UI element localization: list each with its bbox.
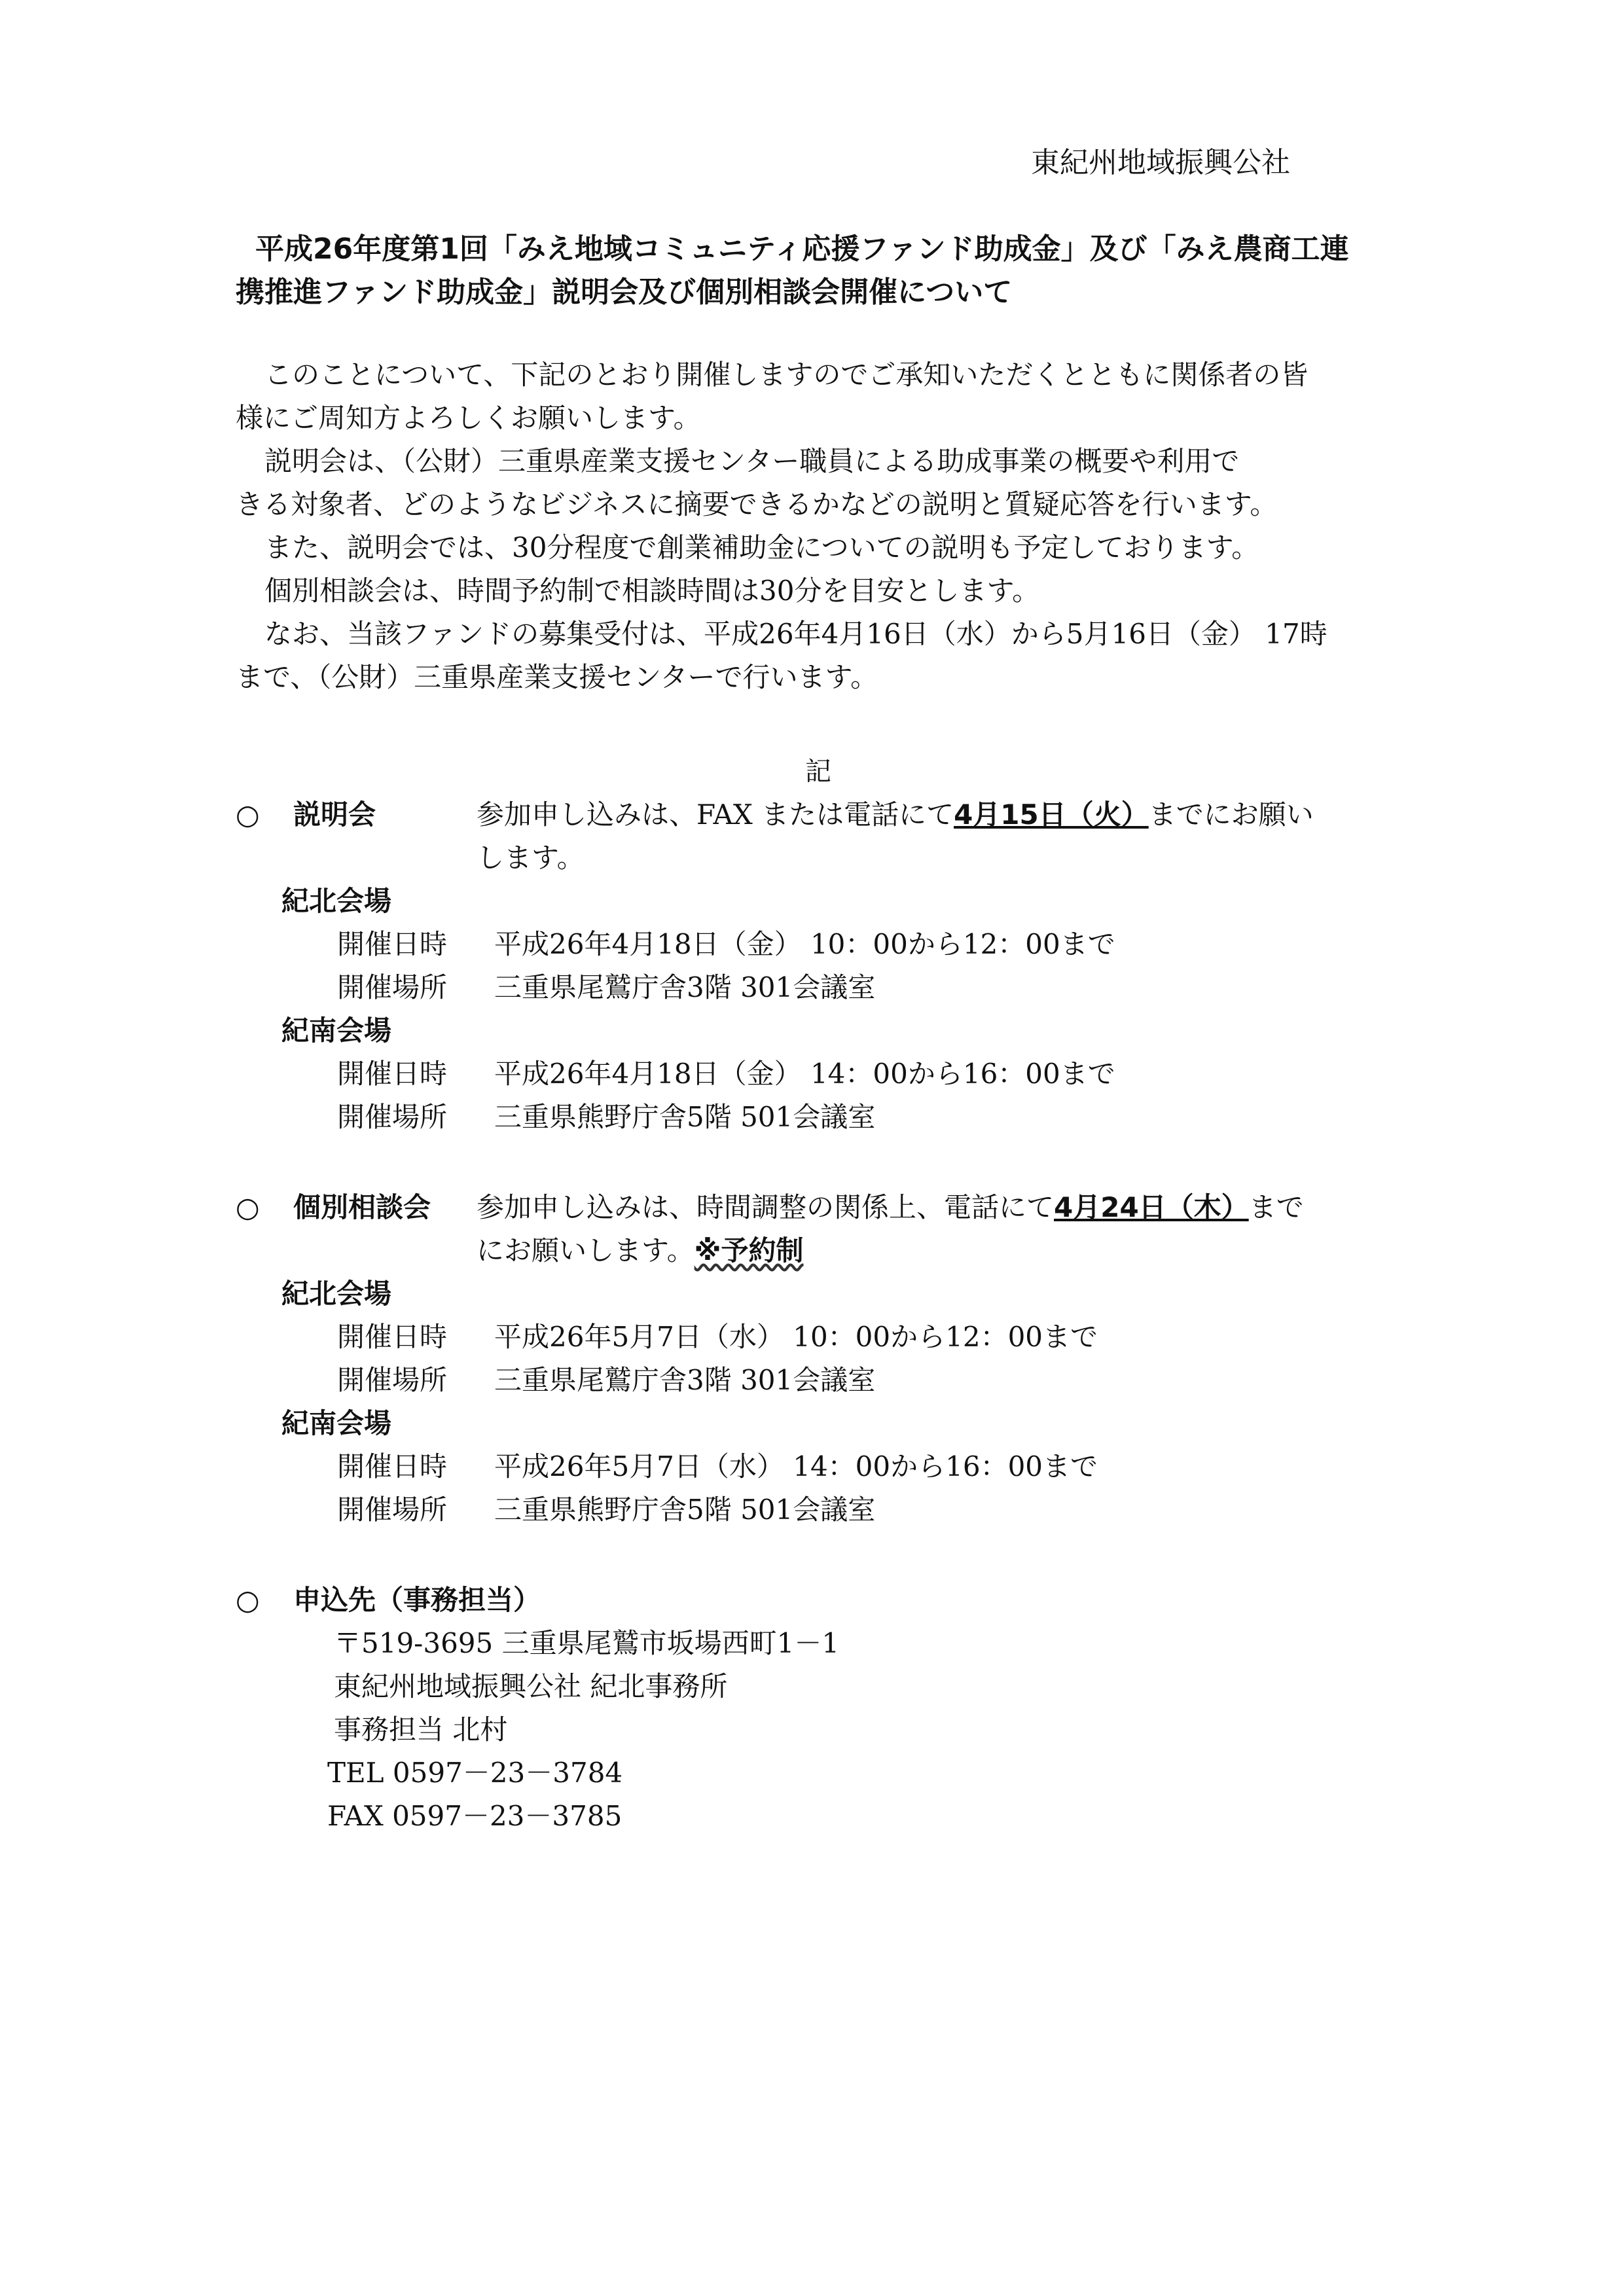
section-heading: 個別相談会 [293, 1191, 431, 1223]
venue-name: 紀北会場 [281, 1278, 392, 1310]
venue-date-row [236, 1316, 1401, 1359]
contact-address: 〒519-3695 三重県尾鷲市坂場西町1－1 [334, 1627, 840, 1659]
section-description [293, 1579, 1401, 1622]
section-header [236, 1186, 1401, 1229]
circle-bullet-icon: ○ [236, 1584, 260, 1616]
desc-text: 参加申し込みは、FAX または電話にて [477, 798, 954, 831]
contact-fax: FAX 0597－23－3785 [327, 1800, 623, 1832]
venue-name: 紀南会場 [281, 1407, 392, 1439]
field-label: 開催場所 [337, 1101, 448, 1133]
venue-place-row [236, 1488, 1401, 1532]
reservation-note: ※予約制 [694, 1234, 804, 1266]
field-label: 開催場所 [337, 1364, 448, 1396]
field-value: 三重県尾鷲庁舎3階 301会議室 [494, 971, 876, 1003]
section-header [236, 793, 1401, 836]
intro-line: 様にご周知方よろしくお願いします。 [236, 402, 701, 434]
intro-paragraphs [236, 353, 1401, 699]
field-value: 平成26年4月18日（金） 14：00から16：00まで [494, 1058, 1115, 1090]
field-value: 三重県尾鷲庁舎3階 301会議室 [494, 1364, 876, 1396]
field-value: 平成26年5月7日（水） 14：00から16：00まで [494, 1450, 1098, 1482]
document-title [236, 228, 1401, 314]
intro-line: きる対象者、どのようなビジネスに摘要できるかなどの説明と質疑応答を行います。 [236, 488, 1278, 520]
venue-place-row [236, 966, 1401, 1009]
desc-text: までにお願い [1148, 798, 1314, 831]
desc-text: まで [1248, 1191, 1304, 1223]
section-header [236, 1579, 1401, 1622]
field-label: 開催場所 [337, 1494, 448, 1526]
desc-line-2 [236, 1229, 1401, 1272]
contact-block [236, 1622, 1401, 1838]
venue-name: 紀南会場 [281, 1014, 392, 1047]
field-value: 平成26年4月18日（金） 10：00から12：00まで [494, 928, 1115, 960]
desc-text: 参加申し込みは、時間調整の関係上、電話にて [477, 1191, 1055, 1223]
intro-line: なお、当該ファンドの募集受付は、平成26年4月16日（水）から5月16日（金） 17時 [264, 618, 1327, 650]
title-line-2: 携推進ファンド助成金」説明会及び個別相談会開催について [236, 276, 1013, 309]
intro-line: 説明会は、（公財）三重県産業支援センター職員による助成事業の概要や利用で [264, 445, 1240, 477]
section-kobetsu [236, 1186, 1401, 1532]
section-description [293, 793, 1401, 836]
venue-name: 紀北会場 [281, 885, 392, 917]
circle-bullet-icon: ○ [236, 798, 260, 831]
contact-office: 東紀州地域振興公社 紀北事務所 [334, 1670, 728, 1702]
section-heading: 申込先 [293, 1584, 376, 1616]
section-heading: 説明会 [293, 798, 376, 831]
field-label: 開催場所 [337, 971, 448, 1003]
desc-text: にお願いします。 [477, 1234, 695, 1266]
section-heading-paren: （事務担当） [376, 1584, 541, 1616]
circle-bullet-icon: ○ [236, 1191, 260, 1223]
title-line-1: 平成26年度第1回「みえ地域コミュニティ応援ファンド助成金」及び「みえ農商工連 [255, 232, 1349, 266]
organization-name: 東紀州地域振興公社 [1031, 146, 1290, 179]
section-description [293, 1186, 1401, 1229]
intro-line: 個別相談会は、時間予約制で相談時間は30分を目安とします。 [264, 575, 1040, 607]
venue-date-row [236, 1445, 1401, 1488]
intro-line: また、説明会では、30分程度で創業補助金についての説明も予定しております。 [264, 531, 1259, 564]
intro-line: まで、（公財）三重県産業支援センターで行います。 [236, 661, 878, 693]
contact-tel: TEL 0597－23－3784 [327, 1757, 623, 1789]
field-label: 開催日時 [337, 1450, 448, 1482]
venue-place-row [236, 1096, 1401, 1139]
intro-line: このことについて、下記のとおり開催しますのでご承知いただくとともに関係者の皆 [264, 359, 1308, 391]
field-value: 平成26年5月7日（水） 10：00から12：00まで [494, 1321, 1098, 1353]
venue-place-row [236, 1359, 1401, 1402]
field-value: 三重県熊野庁舎5階 501会議室 [494, 1494, 876, 1526]
field-value: 三重県熊野庁舎5階 501会議室 [494, 1101, 876, 1133]
contact-person: 事務担当 北村 [334, 1713, 508, 1746]
field-label: 開催日時 [337, 1321, 448, 1353]
ki-heading: 記 [805, 757, 831, 787]
field-label: 開催日時 [337, 928, 448, 960]
deadline-date: 4月15日（火） [954, 798, 1149, 831]
deadline-date: 4月24日（木） [1054, 1191, 1249, 1223]
venue-date-row [236, 923, 1401, 966]
desc-line-2: します。 [477, 842, 585, 874]
field-label: 開催日時 [337, 1058, 448, 1090]
section-setsumeikai [236, 793, 1401, 1139]
section-contact [236, 1579, 1401, 1838]
venue-date-row [236, 1052, 1401, 1096]
